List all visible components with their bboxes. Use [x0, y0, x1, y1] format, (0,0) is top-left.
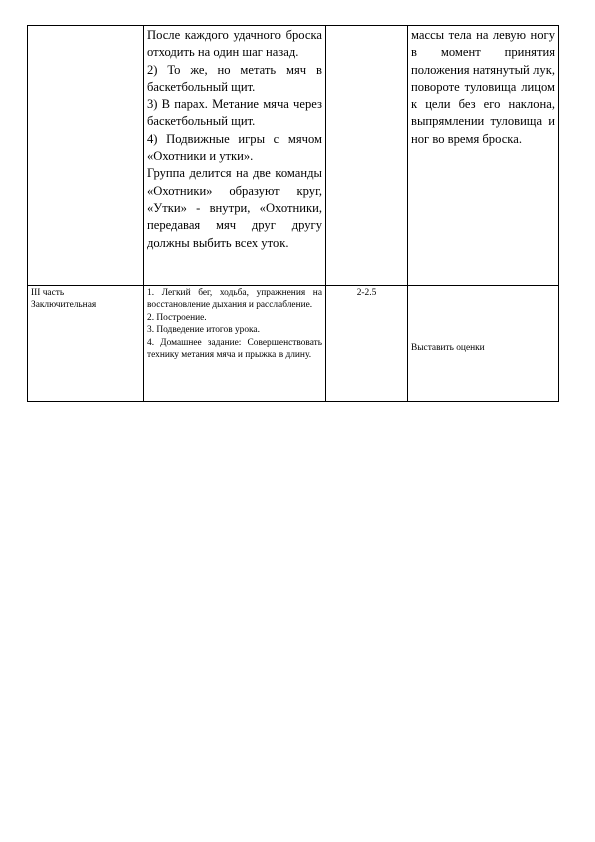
dosage-cell [326, 286, 408, 402]
content-paragraph: 2) То же, но метать мяч в баскетбольный щит. [147, 62, 322, 94]
notes-cell [408, 286, 559, 402]
content-cell [144, 286, 326, 402]
content-paragraph: 1. Легкий бег, ходьба, упражнения на восстановление дыхания и расслабление. [147, 288, 322, 311]
content-paragraph: После каждого удачного броска отходить на один шаг назад. [147, 28, 322, 60]
content-paragraph: 3) В парах. Метание мяча через баскетбольный щит. [147, 97, 322, 129]
dosage-cell [326, 26, 408, 286]
part-name: Заключительная [31, 300, 97, 311]
part-cell [28, 26, 144, 286]
dosage-value: 2-2.5 [356, 288, 377, 298]
part-title: III часть [31, 288, 65, 298]
part-cell [28, 286, 144, 402]
table-row [28, 26, 559, 286]
content-paragraph: 4. Домашнее задание: Совершенствовать технику метания мяча и прыжка в длину. [147, 337, 322, 361]
notes-cell [408, 26, 559, 286]
content-paragraph: 3. Подведение итогов урока. [147, 325, 260, 336]
content-paragraph: Группа делится на две команды «Охотники» образуют круг, «Утки» - внутри, «Охотники, передавая мяч друг другу должны выбить всех уток. [147, 166, 322, 250]
lesson-plan-table [27, 25, 559, 402]
notes-text: массы тела на левую ногу в момент принятия положения натянутый лук, повороте туловища лицом к цели без его наклона, выпрямлении туловища и ног во время броска. [411, 28, 555, 146]
notes-text: Выставить оценки [411, 343, 485, 353]
content-paragraph: 2. Построение. [147, 312, 207, 323]
content-cell [144, 26, 326, 286]
table-row [28, 286, 559, 402]
content-paragraph: 4) Подвижные игры с мячом «Охотники и утки». [147, 131, 322, 164]
